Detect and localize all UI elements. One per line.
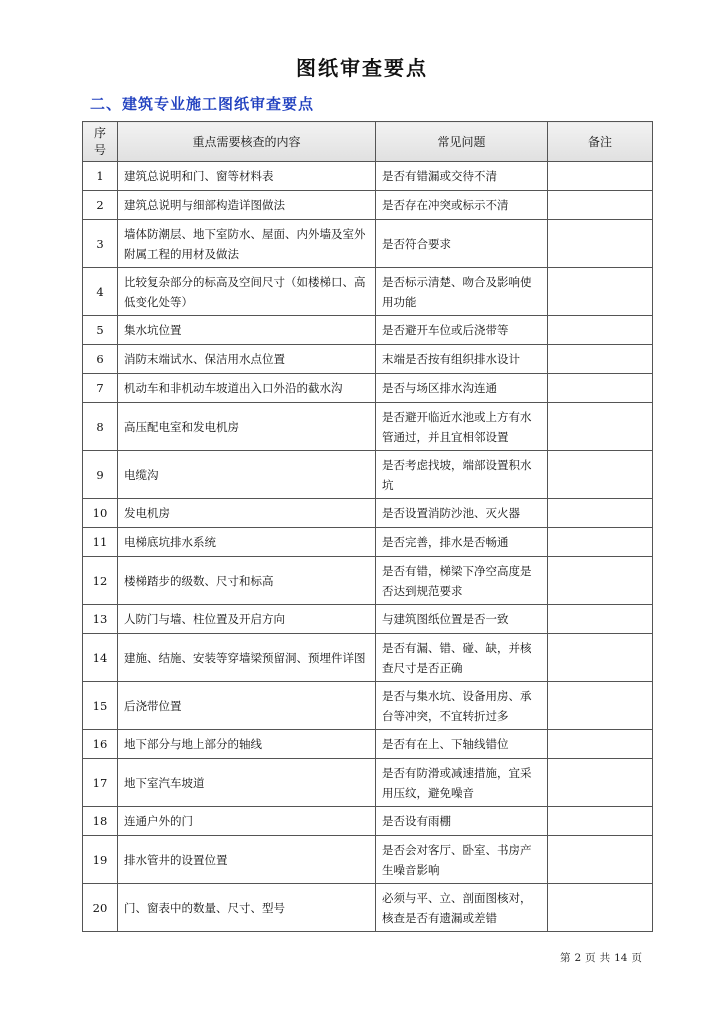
table-row — [83, 220, 653, 268]
table-row — [83, 682, 653, 730]
row-content-cell: 连通户外的门 — [118, 807, 376, 836]
row-number-cell: 11 — [83, 528, 118, 557]
row-number-cell: 12 — [83, 557, 118, 605]
row-content-cell: 人防门与墙、柱位置及开启方向 — [118, 605, 376, 634]
row-number-cell: 14 — [83, 634, 118, 682]
row-number-cell: 18 — [83, 807, 118, 836]
row-notes-cell — [548, 403, 653, 451]
row-content-cell: 电梯底坑排水系统 — [118, 528, 376, 557]
row-notes-cell — [548, 730, 653, 759]
table-row — [83, 605, 653, 634]
table-row — [83, 884, 653, 932]
row-notes-cell — [548, 605, 653, 634]
row-content-cell: 高压配电室和发电机房 — [118, 403, 376, 451]
row-number-cell: 6 — [83, 345, 118, 374]
row-content-cell: 排水管井的设置位置 — [118, 836, 376, 884]
row-problem-cell: 与建筑图纸位置是否一致 — [376, 605, 548, 634]
row-number-cell: 20 — [83, 884, 118, 932]
row-content-cell: 地下室汽车坡道 — [118, 759, 376, 807]
row-content-cell: 墙体防潮层、地下室防水、屋面、内外墙及室外附属工程的用材及做法 — [118, 220, 376, 268]
table-body — [83, 162, 653, 932]
row-number-cell: 1 — [83, 162, 118, 191]
row-number-cell: 2 — [83, 191, 118, 220]
footer-page-word: 页 — [585, 952, 596, 964]
table-row — [83, 162, 653, 191]
row-number-cell: 13 — [83, 605, 118, 634]
row-content-cell: 比较复杂部分的标高及空间尺寸（如楼梯口、高低变化处等） — [118, 268, 376, 316]
table-row — [83, 345, 653, 374]
row-problem-cell: 是否设置消防沙池、灭火器 — [376, 499, 548, 528]
row-number-cell: 4 — [83, 268, 118, 316]
review-points-table — [82, 121, 653, 932]
footer-suffix: 页 — [631, 952, 642, 964]
row-notes-cell — [548, 807, 653, 836]
row-problem-cell: 是否存在冲突或标示不清 — [376, 191, 548, 220]
footer-total-pages: 14 — [614, 952, 628, 964]
row-notes-cell — [548, 374, 653, 403]
table-row — [83, 807, 653, 836]
row-number-cell: 17 — [83, 759, 118, 807]
row-problem-cell: 是否有漏、错、碰、缺，并核查尺寸是否正确 — [376, 634, 548, 682]
row-notes-cell — [548, 499, 653, 528]
footer-prefix: 第 — [559, 952, 571, 964]
row-problem-cell: 是否设有雨棚 — [376, 807, 548, 836]
row-notes-cell — [548, 884, 653, 932]
table-row — [83, 451, 653, 499]
row-content-cell: 集水坑位置 — [118, 316, 376, 345]
row-content-cell: 发电机房 — [118, 499, 376, 528]
row-number-cell: 9 — [83, 451, 118, 499]
row-content-cell: 建筑总说明与细部构造详图做法 — [118, 191, 376, 220]
row-content-cell: 楼梯踏步的级数、尺寸和标高 — [118, 557, 376, 605]
row-number-cell: 19 — [83, 836, 118, 884]
table-row — [83, 374, 653, 403]
row-number-cell: 15 — [83, 682, 118, 730]
row-problem-cell: 是否会对客厅、卧室、书房产生噪音影响 — [376, 836, 548, 884]
row-content-cell: 建施、结施、安装等穿墙梁预留洞、预埋件详图 — [118, 634, 376, 682]
row-problem-cell: 末端是否按有组织排水设计 — [376, 345, 548, 374]
row-problem-cell: 是否考虑找坡，端部设置积水坑 — [376, 451, 548, 499]
table-row — [83, 557, 653, 605]
table-row — [83, 191, 653, 220]
row-number-cell: 5 — [83, 316, 118, 345]
row-notes-cell — [548, 345, 653, 374]
table-row — [83, 403, 653, 451]
table-row — [83, 499, 653, 528]
row-notes-cell — [548, 316, 653, 345]
row-notes-cell — [548, 528, 653, 557]
row-number-cell: 16 — [83, 730, 118, 759]
row-notes-cell — [548, 268, 653, 316]
row-notes-cell — [548, 634, 653, 682]
header-notes: 备注 — [548, 122, 653, 162]
row-problem-cell: 是否避开车位或后浇带等 — [376, 316, 548, 345]
header-num: 序号 — [83, 122, 118, 162]
table-row — [83, 634, 653, 682]
header-content: 重点需要核查的内容 — [118, 122, 376, 162]
table-row — [83, 836, 653, 884]
row-number-cell: 8 — [83, 403, 118, 451]
row-problem-cell: 是否符合要求 — [376, 220, 548, 268]
row-content-cell: 地下部分与地上部分的轴线 — [118, 730, 376, 759]
table-row — [83, 528, 653, 557]
row-problem-cell: 是否避开临近水池或上方有水管通过，并且宜相邻设置 — [376, 403, 548, 451]
row-problem-cell: 是否完善，排水是否畅通 — [376, 528, 548, 557]
row-content-cell: 电缆沟 — [118, 451, 376, 499]
row-content-cell: 消防末端试水、保洁用水点位置 — [118, 345, 376, 374]
row-notes-cell — [548, 220, 653, 268]
table-row — [83, 730, 653, 759]
row-notes-cell — [548, 557, 653, 605]
row-notes-cell — [548, 682, 653, 730]
row-content-cell: 建筑总说明和门、窗等材料表 — [118, 162, 376, 191]
table-row — [83, 316, 653, 345]
row-number-cell: 7 — [83, 374, 118, 403]
row-notes-cell — [548, 451, 653, 499]
row-content-cell: 门、窗表中的数量、尺寸、型号 — [118, 884, 376, 932]
row-problem-cell: 必须与平、立、剖面图核对，核查是否有遗漏或差错 — [376, 884, 548, 932]
row-notes-cell — [548, 162, 653, 191]
row-problem-cell: 是否与场区排水沟连通 — [376, 374, 548, 403]
row-problem-cell: 是否有错，梯梁下净空高度是否达到规范要求 — [376, 557, 548, 605]
row-content-cell: 机动车和非机动车坡道出入口外沿的截水沟 — [118, 374, 376, 403]
row-problem-cell: 是否有错漏或交待不清 — [376, 162, 548, 191]
page-footer — [558, 950, 644, 965]
row-number-cell: 3 — [83, 220, 118, 268]
footer-total-word: 共 — [599, 952, 611, 964]
row-problem-cell: 是否标示清楚、吻合及影响使用功能 — [376, 268, 548, 316]
table-row — [83, 759, 653, 807]
row-notes-cell — [548, 759, 653, 807]
footer-current-page: 2 — [574, 952, 582, 964]
row-notes-cell — [548, 836, 653, 884]
row-content-cell: 后浇带位置 — [118, 682, 376, 730]
row-problem-cell: 是否有在上、下轴线错位 — [376, 730, 548, 759]
table-row — [83, 268, 653, 316]
header-problems: 常见问题 — [376, 122, 548, 162]
row-problem-cell: 是否有防滑或减速措施，宜采用压纹，避免噪音 — [376, 759, 548, 807]
row-problem-cell: 是否与集水坑、设备用房、承台等冲突，不宜转折过多 — [376, 682, 548, 730]
section-title: 二、建筑专业施工图纸审查要点 — [90, 95, 315, 113]
table-header-row — [83, 122, 653, 162]
row-number-cell: 10 — [83, 499, 118, 528]
row-notes-cell — [548, 191, 653, 220]
page-title: 图纸审查要点 — [296, 56, 428, 80]
